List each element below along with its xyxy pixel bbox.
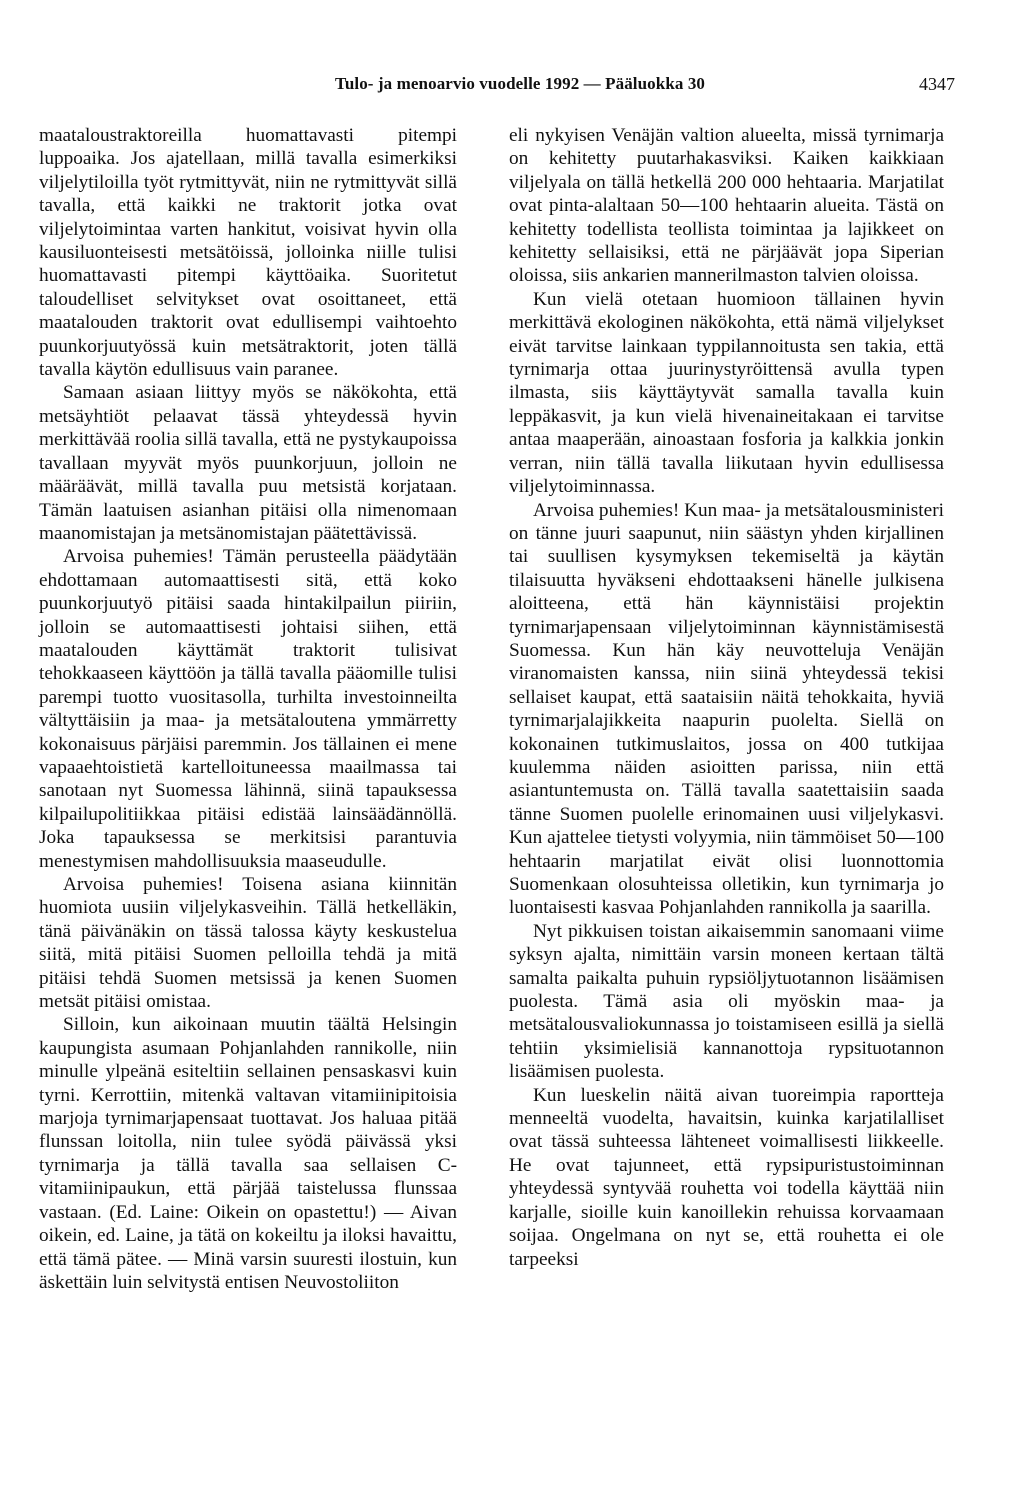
right-column: [509, 124, 944, 1271]
paragraph: Arvoisa puhemies! Kun maa- ja metsätalousministeri on tänne juuri saapunut, niin säästyn yhden kirjallinen tai suullisen kysymyksen tekemiseltä ja käytän tilaisuutta hyväkseni ehdottaakseni hänelle julkisena aloitteena, että hän käynnistäisi projektin tyrnimarjapensaan viljelytoiminnan käynnistämisestä Suomessa. Kun hän käy neuvotteluja Venäjän viranomaisten kanssa, niin siinä yhteydessä tekisi sellaiset kaupat, että saataisiin näitä tehokkaita, hyviä tyrnimarjalajikkeita naapurin puolelta. Siellä on kokonainen tutkimuslaitos, jossa on 400 tutkijaa kuulemma näiden asioitten parissa, niin että asiantuntemusta on. Tällä tavalla saatettaisiin saada tänne Suomen puolelle erinomainen uusi viljelykasvi. Kun ajattelee tietysti volyymia, niin tämmöiset 50—100 hehtaarin marjatilat eivät olisi luonnottomia Suomenkaan olosuhteissa olletikin, kun tyrnimarja jo luontaisesti kasvaa Pohjanlahden rannikolla ja saarilla.: [509, 499, 944, 919]
paragraph: Samaan asiaan liittyy myös se näkökohta, että metsäyhtiöt pelaavat tässä yhteydessä hyvin merkittävää roolia sillä tavalla, että ne pystykaupoissa tavallaan myyvät myös puunkorjuun, jolloin ne määräävät, millä tavalla puu metsistä korjataan. Tämän laatuisen asianhan pitäisi olla nimenomaan maanomistajan ja metsänomistajan päätettävissä.: [39, 382, 457, 544]
paragraph: Kun lueskelin näitä aivan tuoreimpia raportteja menneeltä vuodelta, havaitsin, kuinka karjatilalliset ovat tässä suhteessa lähteneet voimallisesti liikkeelle. He ovat tajunneet, että rypsipuristustoiminnan yhteydessä syntyvää rouhetta voi todella käyttää niin karjalle, sioille kuin kanoillekin rehuissa korvaamaan soijaa. Ongelmana on nyt se, että rouhetta ei ole tarpeeksi: [509, 1084, 944, 1270]
paragraph: Nyt pikkuisen toistan aikaisemmin sanomaani viime syksyn ajalta, nimittäin varsin moneen kertaan tältä samalta paikalta puhuin rypsiöljytuotannon lisäämisen puolesta. Tämä asia oli myöskin maa- ja metsätalousvaliokunnassa jo toistamiseen esillä ja siellä tehtiin yksimielisiä kannanottoja rypsituotannon lisäämisen puolesta.: [509, 920, 944, 1083]
paragraph: Silloin, kun aikoinaan muutin täältä Helsingin kaupungista asumaan Pohjanlahden rannikolle, niin minulle ylpeänä esiteltiin sellainen pensaskasvi kuin tyrni. Kerrottiin, mitenkä valtavan vitamiinipitoisia marjoja tyrnimarjapensaat tuottavat. Jos haluaa pitää flunssan loitolla, niin tulee syödä päivässä yksi tyrnimarja ja tällä tavalla saa sellaisen C-vitamiinipaukun, että pärjää taistelussa flunssaa vastaan. (Ed. Laine: Oikein on opastettu!) — Aivan oikein, ed. Laine, ja tätä on kokeiltu ja iloksi havaittu, että tämä pätee. — Minä varsin suuresti ilostuin, kun äskettäin luin selvitystä entisen Neuvostoliiton: [39, 1014, 457, 1293]
paragraph: Arvoisa puhemies! Tämän perusteella päädytään ehdottamaan automaattisesti sitä, että koko puunkorjuutyö pitäisi saada hintakilpailun piiriin, jolloin se automaattisesti johtaisi siihen, että maatalouden käyttämät traktorit tulisivat tehokkaaseen käyttöön ja tällä tavalla pääomille tulisi parempi tuotto vuositasolla, turhilta investoinneilta vältyttäisiin ja maa- ja metsätaloutena ymmärretty kokonaisuus pärjäisi paremmin. Jos tällainen ei mene vapaaehtoistietä kartelloituneessa maailmassa tai sanotaan nyt Suomessa lähinnä, siinä tapauksessa kilpailupolitiikkaa pitäisi edistää lainsäädännöllä. Joka tapauksessa se merkitsisi parantuvia menestymisen mahdollisuuksia maaseudulle.: [39, 546, 457, 872]
paragraph: Kun vielä otetaan huomioon tällainen hyvin merkittävä ekologinen näkökohta, että nämä viljelykset eivät tarvitse lainkaan typpilannoitusta sen takia, että tyrnimarja ottaa juurinystyröittensä avulla typen ilmasta, siis käyttäytyvät samalla tavalla kuin leppäkasvit, ja kun vielä hivenaineitakaan ei tarvitse antaa maaperään, ainoastaan fosforia ja kalkkia jonkin verran, niin tällä tavalla liikutaan hyvin edullisessa viljelytoiminnassa.: [509, 288, 944, 498]
paragraph: eli nykyisen Venäjän valtion alueelta, missä tyrnimarja on kehitetty puutarhakasviksi. Kaiken kaikkiaan viljelyala on tällä hetkellä 200 000 hehtaaria. Marjatilat ovat pinta-alaltaan 50—100 hehtaarin alueita. Tästä on kehitetty todellista teollista toimintaa ja lajikkeet on kehitetty sellaisiksi, että ne pärjäävät jopa Siperian oloissa, siis ankarien mannerilmaston talvien oloissa.: [509, 125, 944, 287]
page-number: 4347: [919, 74, 955, 94]
paragraph: Arvoisa puhemies! Toisena asiana kiinnitän huomiota uusiin viljelykasveihin. Tällä hetkelläkin, tänä päivänäkin on tässä talossa käyty keskustelua siitä, mitä pitäisi Suomen pelloilla tehdä ja mitä pitäisi tehdä Suomen metsissä ja kenen Suomen metsät pitäisi omistaa.: [39, 874, 457, 1013]
paragraph: maataloustraktoreilla huomattavasti pitempi luppoaika. Jos ajatellaan, millä tavalla esimerkiksi viljelytiloilla työt rytmittyvät, niin ne rytmittyvät sillä tavalla, että kaikki ne traktorit jotka ovat viljelytoimintaa varten hankitut, voisivat hyvin olla kausiluonteisesti metsätöissä, jolloinka niille tulisi huomattavasti pitempi käyttöaika. Suoritetut taloudelliset selvitykset ovat osoittaneet, että maatalouden traktorit ovat edullisempi vaihtoehto puunkorjuutyössä kuin metsätraktorit, joten tällä tavalla käytön edullisuus vain paranee.: [39, 125, 457, 381]
left-column: [39, 124, 457, 1294]
running-head: Tulo- ja menoarvio vuodelle 1992 — Pääluokka 30: [334, 74, 706, 93]
